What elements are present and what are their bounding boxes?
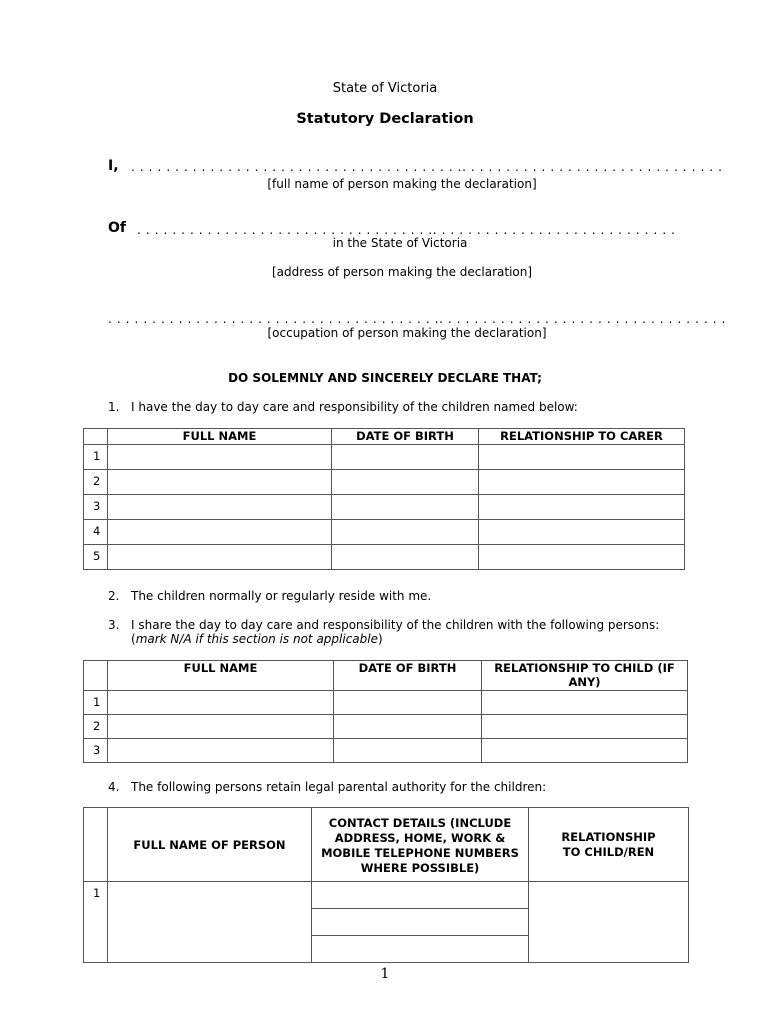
contact-details-cell[interactable] [312, 882, 529, 963]
full-name-cell[interactable] [108, 520, 332, 545]
dob-cell[interactable] [332, 470, 479, 495]
full-name-cell[interactable] [108, 691, 334, 715]
table-row [84, 445, 685, 470]
row-number: 3 [84, 739, 108, 763]
dob-cell[interactable] [334, 739, 482, 763]
address-suffix: in the State of Victoria [332, 236, 468, 250]
table-row [84, 520, 685, 545]
name-lead: I, [108, 158, 119, 174]
table-row [84, 739, 688, 763]
row-number: 2 [84, 715, 108, 739]
full-name-cell[interactable] [108, 882, 312, 963]
page-number: 1 [380, 966, 390, 982]
contact-line-3[interactable] [312, 936, 528, 962]
row-number: 1 [84, 691, 108, 715]
dob-cell[interactable] [334, 691, 482, 715]
item3-note-text: mark N/A if this section is not applicable [135, 632, 378, 646]
full-name-cell[interactable] [108, 739, 334, 763]
table2-header-dob: DATE OF BIRTH [334, 661, 482, 691]
item1-text: I have the day to day care and responsibility of the children named below: [131, 400, 578, 414]
name-caption: [full name of person making the declaration] [267, 177, 537, 191]
table-row [84, 715, 688, 739]
full-name-cell[interactable] [108, 715, 334, 739]
item2-text: The children normally or regularly reside with me. [131, 589, 432, 603]
address-caption: [address of person making the declaration] [271, 265, 533, 279]
dob-cell[interactable] [332, 445, 479, 470]
occupation-caption: [occupation of person making the declaration] [267, 326, 547, 340]
table1-header-name: FULL NAME [108, 429, 332, 445]
table3-header-name: FULL NAME OF PERSON [108, 808, 312, 882]
row-number: 1 [84, 445, 108, 470]
full-name-cell[interactable] [108, 470, 332, 495]
shared-care-table [83, 660, 688, 763]
table-row [84, 495, 685, 520]
relationship-cell[interactable] [479, 470, 685, 495]
table3-header-contact: CONTACT DETAILS (INCLUDE ADDRESS, HOME, WORK & MOBILE TELEPHONE NUMBERS WHERE POSSIBLE) [312, 808, 529, 882]
item4-text: The following persons retain legal parental authority for the children: [131, 780, 547, 794]
relationship-cell[interactable] [479, 520, 685, 545]
item3-number: 3. [108, 618, 120, 632]
dob-cell[interactable] [332, 495, 479, 520]
row-number: 5 [84, 545, 108, 570]
full-name-cell[interactable] [108, 495, 332, 520]
relationship-cell[interactable] [479, 495, 685, 520]
occupation-dotted-line[interactable]: . . . . . . . . . . . . . . . . . . . . . . . . . . . . . . . . . . . . . .. . . . . . . . . . . . . . . . . . . . . . . . . . . . . . . . . [108, 312, 727, 326]
table1-index-header [84, 429, 108, 445]
row-number: 1 [84, 882, 108, 963]
document-title: Statutory Declaration [296, 111, 474, 127]
table1-header-dob: DATE OF BIRTH [332, 429, 479, 445]
full-name-cell[interactable] [108, 445, 332, 470]
table3-header-relationship: RELATIONSHIP TO CHILD/REN [529, 808, 689, 882]
relationship-cell[interactable] [479, 445, 685, 470]
state-heading: State of Victoria [332, 81, 438, 96]
contact-line-2[interactable] [312, 909, 528, 936]
table-row [84, 545, 685, 570]
table-row [84, 691, 688, 715]
item3-note: (mark N/A if this section is not applicable) [131, 632, 383, 646]
row-number: 2 [84, 470, 108, 495]
relationship-cell[interactable] [482, 739, 688, 763]
row-number: 3 [84, 495, 108, 520]
relationship-cell[interactable] [482, 691, 688, 715]
relationship-cell[interactable] [479, 545, 685, 570]
table3-index-header [84, 808, 108, 882]
dob-cell[interactable] [332, 520, 479, 545]
relationship-cell[interactable] [529, 882, 689, 963]
dob-cell[interactable] [332, 545, 479, 570]
name-dotted-line[interactable]: . . . . . . . . . . . . . . . . . . . . . . . . . . . . . . . . . . . . . .. . . . . . . . . . . . . . . . . . . . . . . . . . . . . . [131, 160, 723, 174]
address-dotted-line[interactable]: . . . . . . . . . . . . . . . . . . . . . . . . . . . . . . . . . .. . . . . . . . . . . . . . . . . . . . . . . . . . . . [137, 223, 676, 237]
dob-cell[interactable] [334, 715, 482, 739]
item1-number: 1. [108, 400, 120, 414]
children-table [83, 428, 685, 570]
relationship-cell[interactable] [482, 715, 688, 739]
table2-index-header [84, 661, 108, 691]
declare-heading: DO SOLEMNLY AND SINCERELY DECLARE THAT; [228, 371, 542, 385]
row-number: 4 [84, 520, 108, 545]
table2-header-relationship: RELATIONSHIP TO CHILD (IF ANY) [482, 661, 688, 691]
item3-text: I share the day to day care and responsibility of the children with the following persons: [131, 618, 660, 632]
full-name-cell[interactable] [108, 545, 332, 570]
table1-header-relationship: RELATIONSHIP TO CARER [479, 429, 685, 445]
item4-number: 4. [108, 780, 120, 794]
contact-line-1[interactable] [312, 882, 528, 909]
table-row [84, 882, 689, 963]
item2-number: 2. [108, 589, 120, 603]
table-row [84, 470, 685, 495]
parental-authority-table [83, 807, 689, 963]
address-lead: Of [108, 220, 126, 236]
table2-header-name: FULL NAME [108, 661, 334, 691]
